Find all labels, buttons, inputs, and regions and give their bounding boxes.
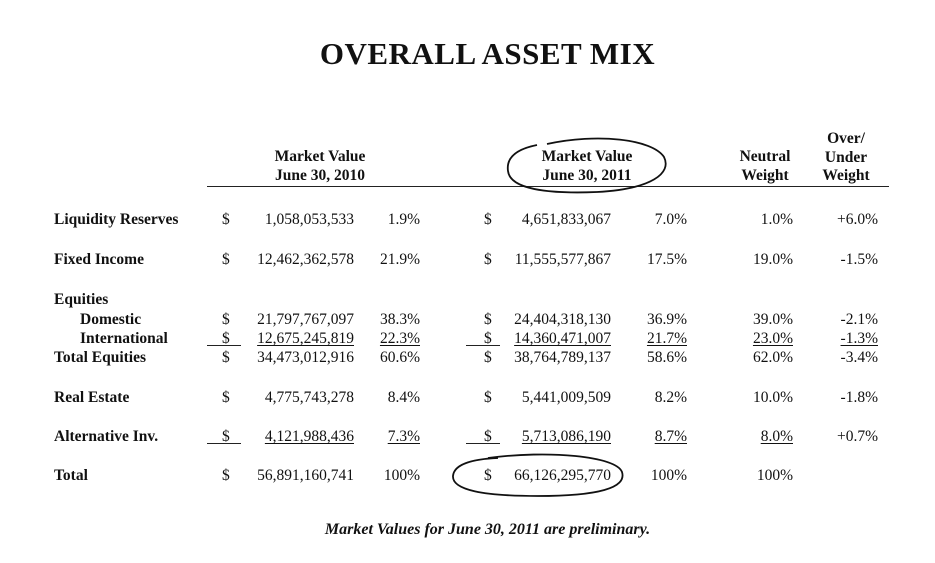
dollar-sign: $ (222, 467, 230, 484)
cell-real-estate-neutral: 10.0% (752, 389, 793, 406)
cell-total-equities-mv2011: 38,764,789,137 (514, 349, 611, 366)
dollar-sign: $ (484, 211, 492, 228)
dollar-sign: $ (484, 311, 492, 328)
cell-total-pct2011: 100% (650, 467, 687, 484)
preliminary-footnote: Market Values for June 30, 2011 are preliminary. (324, 521, 651, 538)
cell-real-estate-pct2011: 8.2% (654, 389, 687, 406)
cell-international-pct2011 (637, 330, 687, 348)
cell-real-estate-over-under: -1.8% (840, 389, 878, 406)
cell-alternative-mv2011 (500, 428, 611, 446)
header-mv2011-line2: June 30, 2011 (542, 166, 632, 184)
dollar-sign: $ (484, 349, 492, 366)
header-neutral-line2: Weight (741, 166, 789, 184)
cell-international-pct2011-text: 21.7% (646, 330, 687, 347)
cell-domestic-pct2010: 38.3% (379, 311, 420, 328)
row-label-real-estate: Real Estate (54, 389, 130, 406)
row-label-total-equities: Total Equities (54, 349, 147, 366)
cell-real-estate-mv2010: 4,775,743,278 (264, 389, 354, 406)
cell-alternative-over-under: +0.7% (836, 428, 878, 445)
dollar-sign: $ (484, 428, 492, 445)
header-over-under-weight (806, 130, 886, 186)
cell-fixed-mv2010: 12,462,362,578 (257, 251, 354, 268)
cell-liquidity-mv2010: 1,058,053,533 (264, 211, 354, 228)
cell-alternative-mv2010-text: 4,121,988,436 (264, 428, 354, 445)
cell-liquidity-neutral: 1.0% (760, 211, 793, 228)
cell-alternative-neutral (740, 428, 793, 446)
cell-fixed-over-under: -1.5% (840, 251, 878, 268)
header-mv2010-line1: Market Value (274, 148, 366, 165)
cell-domestic-pct2011: 36.9% (646, 311, 687, 328)
header-market-value-2010 (240, 148, 400, 185)
row-label-alternative: Alternative Inv. (54, 428, 159, 445)
cell-total-mv2010: 56,891,160,741 (257, 467, 354, 484)
subtotal-rule (466, 443, 500, 444)
cell-alternative-neutral-text: 8.0% (760, 428, 793, 445)
dollar-sign: $ (222, 389, 230, 406)
cell-fixed-pct2010: 21.9% (379, 251, 420, 268)
cell-fixed-mv2011: 11,555,577,867 (514, 251, 611, 268)
cell-international-neutral (740, 330, 793, 348)
cell-alternative-mv2010 (240, 428, 354, 446)
header-neutral-weight (724, 148, 806, 185)
row-label-total: Total (54, 467, 88, 484)
cell-domestic-mv2011: 24,404,318,130 (514, 311, 611, 328)
cell-international-pct2010-text: 22.3% (379, 330, 420, 347)
cell-total-equities-neutral: 62.0% (752, 349, 793, 366)
header-ou-line3: Weight (822, 167, 870, 184)
subtotal-rule (466, 345, 500, 346)
dollar-sign: $ (484, 330, 492, 347)
cell-international-over-under (822, 330, 878, 348)
dollar-sign: $ (484, 251, 492, 268)
row-label-fixed-income: Fixed Income (54, 251, 144, 268)
cell-total-neutral: 100% (756, 467, 793, 484)
cell-fixed-pct2011: 17.5% (646, 251, 687, 268)
cell-international-mv2011 (500, 330, 611, 348)
cell-total-pct2010: 100% (383, 467, 420, 484)
cell-liquidity-pct2011: 7.0% (654, 211, 687, 228)
row-label-equities: Equities (54, 291, 109, 308)
cell-liquidity-mv2011: 4,651,833,067 (521, 211, 611, 228)
subtotal-rule (207, 443, 241, 444)
cell-real-estate-pct2010: 8.4% (387, 389, 420, 406)
cell-international-pct2010 (368, 330, 420, 348)
cell-international-mv2010-text: 12,675,245,819 (257, 330, 354, 347)
cell-international-neutral-text: 23.0% (752, 330, 793, 347)
cell-liquidity-pct2010: 1.9% (387, 211, 420, 228)
header-neutral-line1: Neutral (739, 148, 791, 165)
row-label-domestic: Domestic (80, 311, 142, 328)
dollar-sign: $ (222, 349, 230, 366)
header-mv2011-line1: Market Value (541, 148, 633, 165)
dollar-sign: $ (222, 330, 230, 347)
cell-alternative-pct2011 (637, 428, 687, 446)
row-label-liquidity: Liquidity Reserves (54, 211, 179, 228)
cell-total-equities-mv2010: 34,473,012,916 (257, 349, 354, 366)
cell-international-mv2010 (240, 330, 354, 348)
cell-alternative-pct2010-text: 7.3% (387, 428, 420, 445)
page-title: OVERALL ASSET MIX (319, 36, 656, 71)
dollar-sign: $ (222, 428, 230, 445)
subtotal-rule (207, 345, 241, 346)
dollar-sign: $ (484, 467, 492, 484)
row-label-international: International (80, 330, 168, 347)
dollar-sign: $ (484, 389, 492, 406)
cell-alternative-pct2011-text: 8.7% (654, 428, 687, 445)
cell-domestic-over-under: -2.1% (840, 311, 878, 328)
cell-domestic-mv2010: 21,797,767,097 (257, 311, 354, 328)
cell-total-mv2011: 66,126,295,770 (514, 467, 611, 484)
cell-international-ou-text: -1.3% (840, 330, 878, 347)
header-2011-circle-annotation (502, 137, 672, 197)
dollar-sign: $ (222, 251, 230, 268)
dollar-sign: $ (222, 211, 230, 228)
dollar-sign: $ (222, 311, 230, 328)
cell-fixed-neutral: 19.0% (752, 251, 793, 268)
header-mv2010-line2: June 30, 2010 (275, 166, 365, 184)
header-ou-line1: Over/ (827, 130, 865, 147)
cell-alternative-mv2011-text: 5,713,086,190 (521, 428, 611, 445)
header-ou-line2: Under (824, 148, 868, 166)
cell-total-equities-over-under: -3.4% (840, 349, 878, 366)
cell-international-mv2011-text: 14,360,471,007 (514, 330, 611, 347)
cell-total-equities-pct2011: 58.6% (646, 349, 687, 366)
cell-domestic-neutral: 39.0% (752, 311, 793, 328)
cell-alternative-pct2010 (368, 428, 420, 446)
cell-liquidity-over-under: +6.0% (836, 211, 878, 228)
cell-total-equities-pct2010: 60.6% (379, 349, 420, 366)
cell-real-estate-mv2011: 5,441,009,509 (521, 389, 611, 406)
